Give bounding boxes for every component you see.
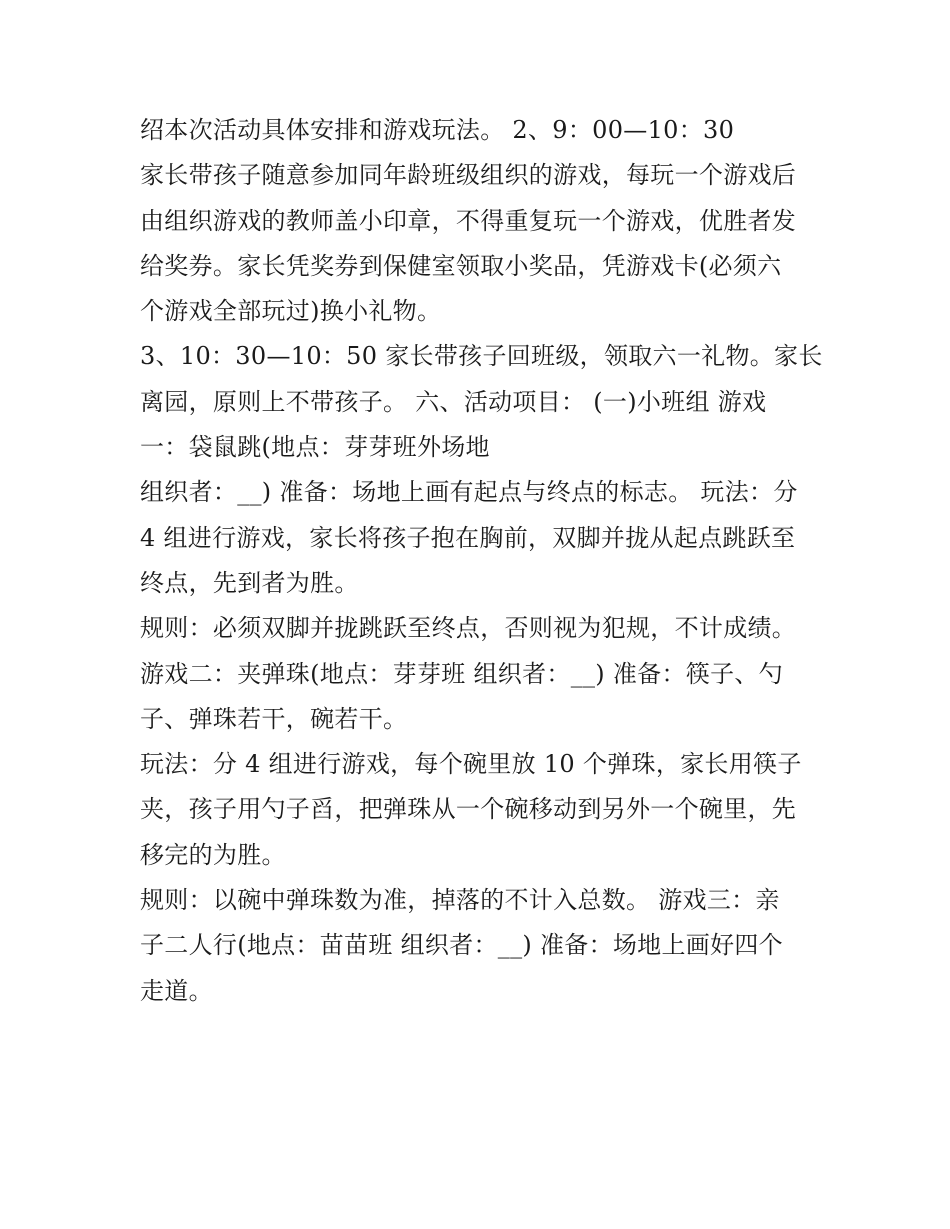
text-line: 子二人行(地点：苗苗班 组织者：__) 准备：场地上画好四个 [140,931,783,960]
text-line: 绍本次活动具体安排和游戏玩法。 2、9：00—10：30 [140,116,735,144]
text-line: 玩法：分 4 组进行游戏，每个碗里放 10 个弹珠，家长用筷子 [140,750,802,779]
text-line: 夹，孩子用勺子舀，把弹珠从一个碗移动到另外一个碗里，先 [140,795,797,824]
text-line: 规则：必须双脚并拢跳跃至终点，否则视为犯规，不计成绩。 [140,614,797,643]
text-line: 走道。 [140,976,213,1005]
text-line: 给奖券。家长凭奖券到保健室领取小奖品，凭游戏卡(必须六 [140,251,782,280]
text-line: 4 组进行游戏，家长将孩子抱在胸前，双脚并拢从起点跳跃至 [140,523,796,552]
text-line: 个游戏全部玩过)换小礼物。 [140,297,442,326]
text-line: 组织者：__) 准备：场地上画有起点与终点的标志。 玩法：分 [140,478,798,507]
text-line: 子、弹珠若干，碗若干。 [140,704,408,733]
document-body [140,108,823,1014]
text-line: 游戏二：夹弹珠(地点：芽芽班 组织者：__) 准备：筷子、勺 [140,659,783,688]
text-line: 3、10：30—10：50 家长带孩子回班级，领取六一礼物。家长 [140,342,823,371]
text-line: 一：袋鼠跳(地点：芽芽班外场地 [140,433,490,462]
text-line: 由组织游戏的教师盖小印章，不得重复玩一个游戏，优胜者发 [140,206,797,235]
text-line: 移完的为胜。 [140,840,286,869]
text-line: 规则：以碗中弹珠数为准，掉落的不计入总数。 游戏三：亲 [140,886,780,915]
text-line: 家长带孩子随意参加同年龄班级组织的游戏，每玩一个游戏后 [140,161,797,190]
text-line: 离园，原则上不带孩子。 六、活动项目： (一)小班组 游戏 [140,387,767,416]
text-line: 终点，先到者为胜。 [140,568,359,597]
